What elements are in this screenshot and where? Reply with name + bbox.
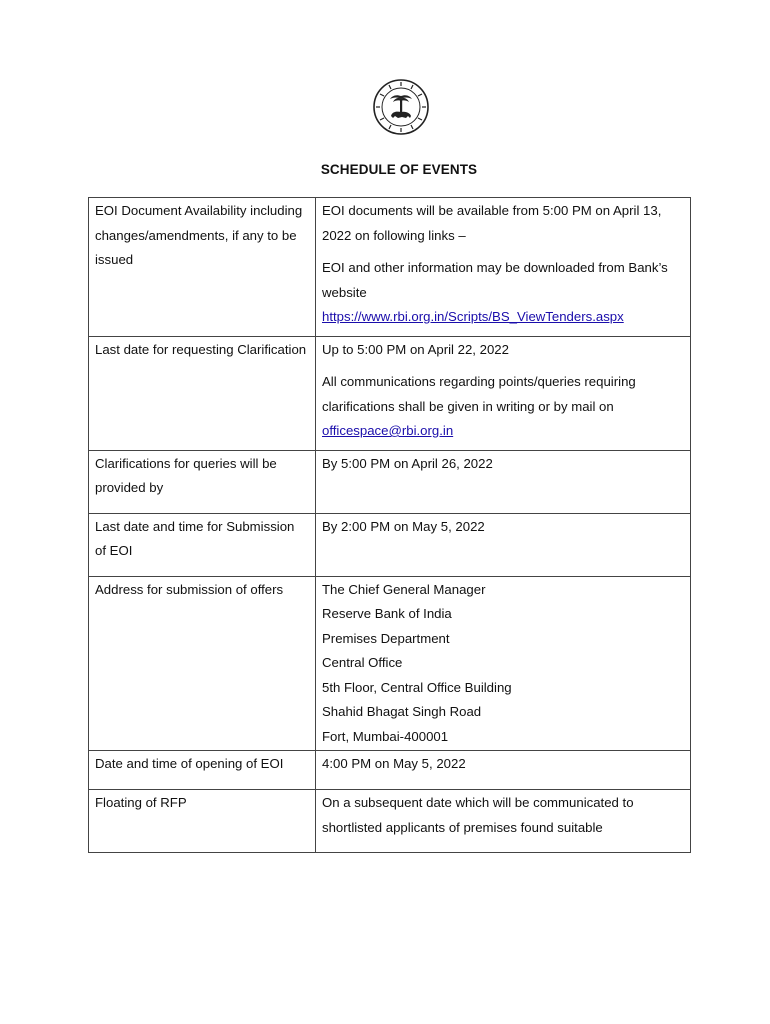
address-line: Shahid Bhagat Singh Road: [322, 704, 482, 719]
schedule-table: [88, 197, 691, 853]
address-line: Premises Department: [322, 630, 450, 646]
row-value: 4:00 PM on May 5, 2022: [316, 751, 691, 790]
email-link[interactable]: officespace@rbi.org.in: [322, 423, 454, 438]
row-value-text: All communications regarding points/queries requiring clarifications shall be given in writing or by mail on: [322, 374, 636, 414]
row-label: Date and time of opening of EOI: [89, 751, 316, 790]
row-value-text: Up to 5:00 PM on April 22, 2022: [322, 341, 509, 357]
table-row: [89, 336, 691, 450]
table-row: [89, 198, 691, 337]
row-value: [316, 198, 691, 337]
address-line: Central Office: [322, 655, 403, 670]
table-row: [89, 513, 691, 576]
row-value: [316, 336, 691, 450]
row-value: By 2:00 PM on May 5, 2022: [316, 513, 691, 576]
table-row: [89, 751, 691, 790]
table-row: [89, 576, 691, 751]
tenders-link[interactable]: https://www.rbi.org.in/Scripts/BS_ViewTenders.aspx: [322, 309, 624, 324]
address-line: 5th Floor, Central Office Building: [322, 679, 512, 695]
address-line: Fort, Mumbai-400001: [322, 728, 449, 744]
row-label: Clarifications for queries will be provided by: [89, 450, 316, 513]
row-value-text: EOI documents will be available from 5:00 PM on April 13, 2022 on following links –: [322, 203, 662, 243]
row-label: Floating of RFP: [89, 790, 316, 853]
row-value-text: EOI and other information may be downloaded from Bank’s website: [322, 260, 668, 300]
table-row: [89, 450, 691, 513]
row-value: [316, 576, 691, 751]
row-label: Last date and time for Submission of EOI: [89, 513, 316, 576]
row-label: Address for submission of offers: [89, 576, 316, 751]
address-line: Reserve Bank of India: [322, 606, 452, 621]
row-label: Last date for requesting Clarification: [89, 336, 316, 450]
address-line: The Chief General Manager: [322, 581, 486, 597]
row-value: On a subsequent date which will be communicated to shortlisted applicants of premises found suitable: [316, 790, 691, 853]
row-value: By 5:00 PM on April 26, 2022: [316, 450, 691, 513]
row-label: EOI Document Availability including changes/amendments, if any to be issued: [89, 198, 316, 337]
rbi-seal-icon: [372, 78, 430, 136]
page-title: SCHEDULE OF EVENTS: [320, 162, 478, 177]
table-row: [89, 790, 691, 853]
